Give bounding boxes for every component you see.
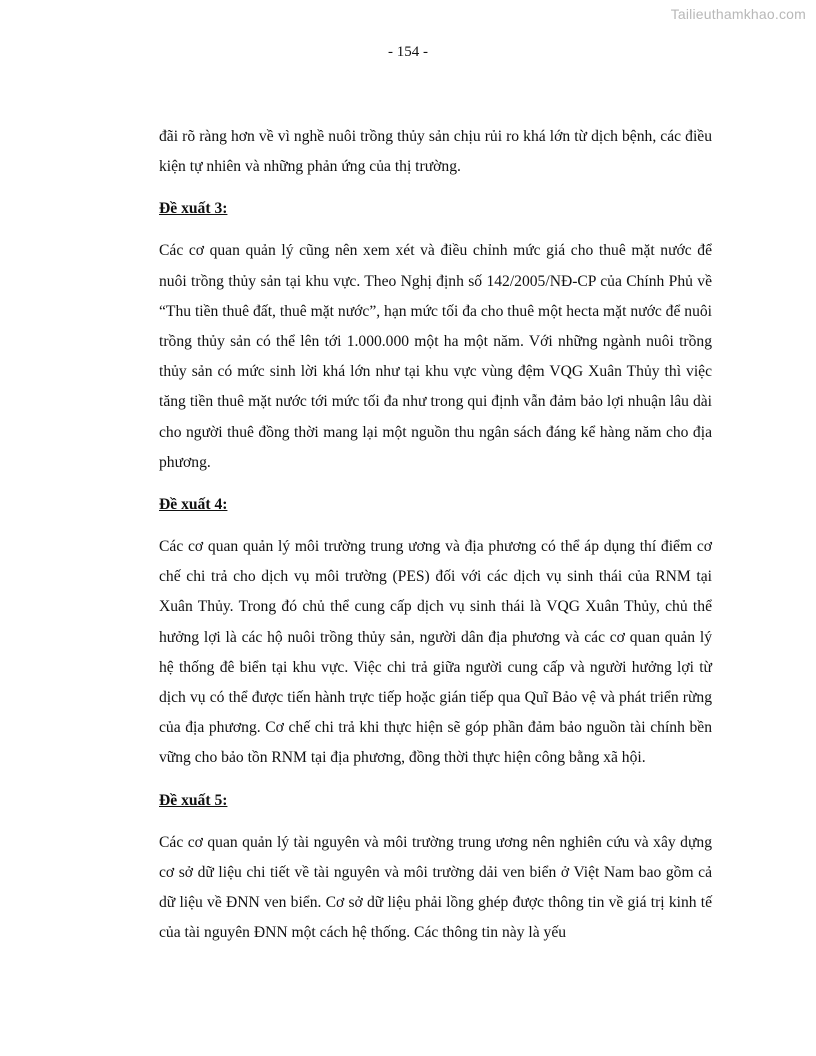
paragraph-proposal-3: Các cơ quan quản lý cũng nên xem xét và điều chỉnh mức giá cho thuê mặt nước để nuôi trồng thủy sản tại khu vực. Theo Nghị định số 142/2005/NĐ-CP của Chính Phủ về “Thu tiền thuê đất, thuê mặt nước”, hạn mức tối đa cho thuê một hecta mặt nước để nuôi trồng thủy sản có thể lên tới 1.000.000 một ha một năm. Với những ngành nuôi trồng thủy sản có mức sinh lời khá lớn như tại khu vực vùng đệm VQG Xuân Thủy thì việc tăng tiền thuê mặt nước tới mức tối đa như trong qui định vẫn đảm bảo lợi nhuận lâu dài cho người thuê đồng thời mang lại một nguồn thu ngân sách đáng kể hàng năm cho địa phương. bbox=[159, 242, 712, 471]
paragraph-intro-continuation: đãi rõ ràng hơn về vì nghề nuôi trồng thủy sản chịu rủi ro khá lớn từ dịch bệnh, các điều kiện tự nhiên và những phản ứng của thị trường. bbox=[159, 128, 712, 176]
paragraph-proposal-4: Các cơ quan quản lý môi trường trung ương và địa phương có thể áp dụng thí điểm cơ chế chi trả cho dịch vụ môi trường (PES) đối với các dịch vụ sinh thái của RNM tại Xuân Thủy. Trong đó chủ thể cung cấp dịch vụ sinh thái là VQG Xuân Thủy, chủ thể hưởng lợi là các hộ nuôi trồng thủy sản, người dân địa phương và các cơ quan quản lý hệ thống đê biển tại khu vực. Việc chi trả giữa người cung cấp và người hưởng lợi từ dịch vụ có thể được tiến hành trực tiếp hoặc gián tiếp qua Quĩ Bảo vệ và phát triển rừng của địa phương. Cơ chế chi trả khi thực hiện sẽ góp phần đảm bảo nguồn tài chính bền vững cho bảo tồn RNM tại địa phương, đồng thời thực hiện công bằng xã hội. bbox=[159, 538, 712, 767]
page-number: - 154 - bbox=[388, 44, 428, 60]
heading-proposal-5: Đề xuất 5: bbox=[159, 791, 228, 809]
watermark: Tailieuthamkhao.com bbox=[670, 6, 806, 22]
heading-proposal-3: Đề xuất 3: bbox=[159, 200, 228, 218]
heading-proposal-4: Đề xuất 4: bbox=[159, 496, 228, 514]
paragraph-proposal-5: Các cơ quan quản lý tài nguyên và môi trường trung ương nên nghiên cứu và xây dựng cơ sở dữ liệu chi tiết về tài nguyên và môi trường dải ven biển ở Việt Nam bao gồm cả dữ liệu về ĐNN ven biển. Cơ sở dữ liệu phải lồng ghép được thông tin về giá trị kinh tế của tài nguyên ĐNN một cách hệ thống. Các thông tin này là yếu bbox=[159, 833, 712, 942]
document-body bbox=[159, 122, 712, 948]
